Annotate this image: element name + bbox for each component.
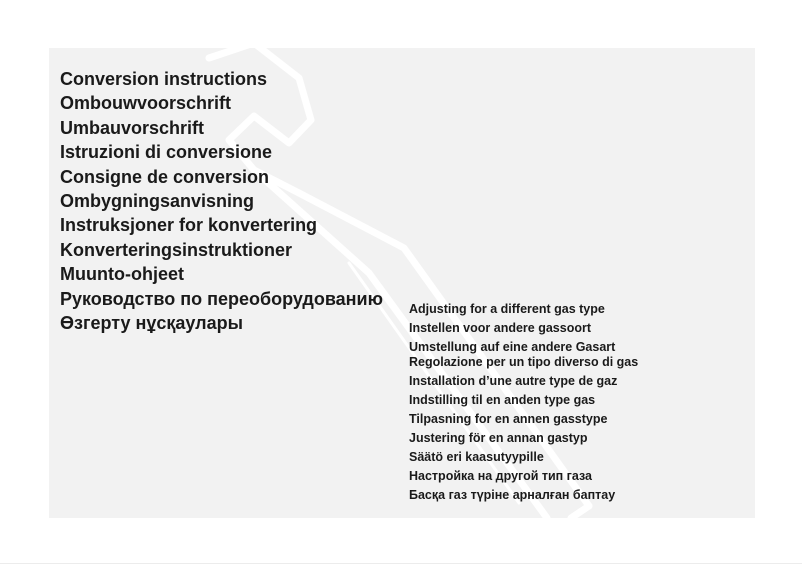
title-finnish: Muunto-ohjeet [60,264,184,285]
conversion-title-list [60,67,383,335]
title-norwegian: Instruksjoner for konvertering [60,215,318,236]
title-french: Consigne de conversion [60,166,270,187]
subtitle-dutch: Instellen voor andere gassoort [409,321,591,335]
title-dutch: Ombouwvoorschrift [60,93,232,114]
title-german: Umbauvorschrift [60,117,205,138]
subtitle-danish: Indstilling til en anden type gas [409,393,596,407]
subtitle-finnish: Säätö eri kaasutyypille [409,450,544,464]
subtitle-german: Umstellung auf eine andere Gasart [409,340,616,354]
adjustment-subtitle-list [409,302,638,507]
title-english: Conversion instructions [60,69,268,89]
subtitle-swedish: Justering för en annan gastyp [409,431,588,445]
subtitle-russian: Настройка на другой тип газа [409,469,592,483]
subtitle-english: Adjusting for a different gas type [409,302,605,316]
title-italian: Istruzioni di conversione [60,142,273,163]
title-swedish: Konverteringsinstruktioner [60,239,293,260]
page-bottom-rule [0,563,802,564]
subtitle-kazakh: Басқа газ түріне арналған баптау [409,488,616,502]
subtitle-norwegian: Tilpasning for en annen gasstype [409,412,608,426]
title-russian: Руководство по переоборудованию [60,288,383,309]
title-kazakh: Өзгерту нұсқаулары [60,312,243,333]
subtitle-italian: Regolazione per un tipo diverso di gas [409,355,639,369]
title-danish: Ombygningsanvisning [60,190,255,211]
subtitle-french: Installation d’une autre type de gaz [409,374,618,388]
